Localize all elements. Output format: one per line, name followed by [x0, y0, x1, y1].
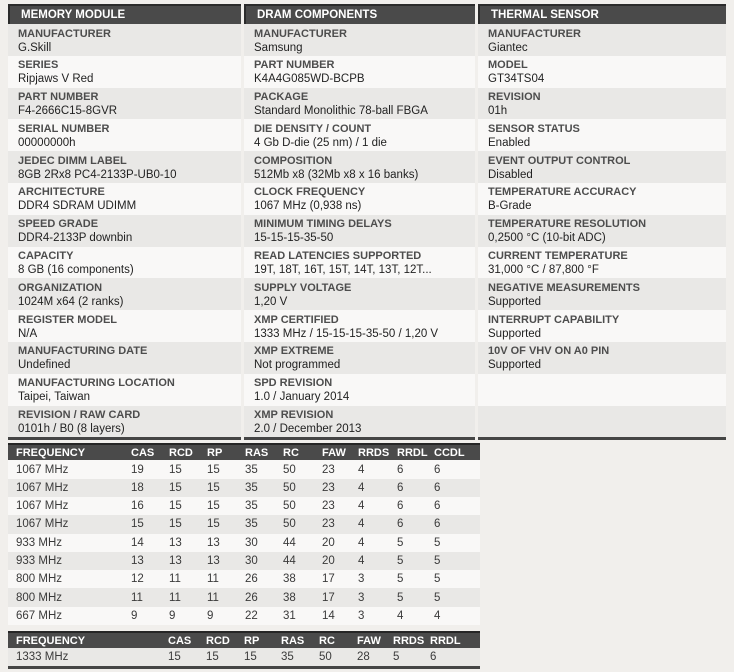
field-row [244, 183, 475, 215]
cell-rc: 50 [283, 463, 296, 476]
field-value: F4-2666C15-8GVR [18, 105, 118, 118]
panel-memory-module [8, 4, 241, 440]
field-value: Undefined [18, 359, 71, 372]
cell-frequency: 933 MHz [16, 554, 63, 567]
cell-rc: 50 [283, 518, 296, 531]
field-label: SPD REVISION [254, 377, 333, 390]
field-value: 2.0 / December 2013 [254, 423, 362, 436]
field-label: TEMPERATURE RESOLUTION [488, 218, 647, 231]
panel-bottom-border [8, 437, 241, 440]
cell-rcd: 11 [169, 573, 181, 586]
field-label: JEDEC DIMM LABEL [18, 154, 127, 167]
field-value: Samsung [254, 41, 303, 54]
field-value: Supported [488, 295, 542, 308]
field-row [244, 247, 475, 279]
cell-frequency: 1067 MHz [16, 500, 69, 513]
cell-rcd: 15 [169, 500, 182, 513]
cell-rp: 11 [207, 591, 219, 604]
cell-faw: 20 [322, 554, 335, 567]
field-value: Not programmed [254, 359, 341, 372]
table-row [8, 479, 480, 497]
cell-cas: 14 [131, 536, 144, 549]
cell-cas: 18 [131, 481, 144, 494]
field-row [478, 24, 726, 56]
column-header-cas: CAS [131, 446, 155, 459]
cell-rrds: 3 [358, 609, 365, 622]
cell-rrds: 3 [358, 591, 365, 604]
cell-faw: 23 [322, 463, 335, 476]
field-row [244, 88, 475, 120]
column-header-rrds: RRDS [358, 446, 390, 459]
field-value: N/A [18, 327, 38, 340]
field-label: PACKAGE [254, 91, 309, 104]
cell-rrdl: 6 [397, 463, 404, 476]
cell-ccdl: 6 [434, 463, 441, 476]
panel-title: MEMORY MODULE [21, 9, 126, 21]
field-row [478, 119, 726, 151]
cell-rrds: 4 [358, 518, 365, 531]
cell-ccdl: 5 [434, 554, 441, 567]
cell-rp: 9 [207, 609, 214, 622]
field-label: MANUFACTURING LOCATION [18, 377, 175, 390]
field-value: K4A4G085WD-BCPB [254, 73, 365, 86]
cell-ccdl: 6 [434, 481, 441, 494]
field-row [244, 342, 475, 374]
cell-frequency: 800 MHz [16, 573, 63, 586]
field-value: 1,20 V [254, 295, 288, 308]
field-value: Ripjaws V Red [18, 73, 94, 86]
panel-bottom-border [478, 437, 726, 440]
cell-ras: 35 [245, 500, 258, 513]
field-row [244, 310, 475, 342]
field-value: 15-15-15-35-50 [254, 232, 334, 245]
field-row [8, 215, 241, 247]
cell-rrdl: 4 [397, 609, 404, 622]
column-header-ras: RAS [281, 634, 305, 647]
field-label: REVISION / RAW CARD [18, 409, 141, 422]
info-panels [8, 4, 734, 440]
field-value: DDR4-2133P downbin [18, 232, 133, 245]
field-value: G.Skill [18, 41, 52, 54]
cell-rrds: 4 [358, 500, 365, 513]
field-value: Giantec [488, 41, 528, 54]
cell-ras: 30 [245, 554, 258, 567]
field-label: PART NUMBER [254, 59, 335, 72]
column-header-rrdl: RRDL [430, 634, 461, 647]
column-header-ras: RAS [245, 446, 269, 459]
field-label: COMPOSITION [254, 154, 333, 167]
field-value: 01h [488, 105, 508, 118]
field-value: 1024M x64 (2 ranks) [18, 295, 124, 308]
cell-cas: 16 [131, 500, 144, 513]
column-header-frequency: FREQUENCY [16, 446, 86, 459]
cell-rcd: 9 [169, 609, 176, 622]
field-label: MANUFACTURING DATE [18, 345, 148, 358]
column-header-rc: RC [319, 634, 335, 647]
cell-rrds: 4 [358, 463, 365, 476]
cell-ras: 30 [245, 536, 258, 549]
empty-row [478, 374, 726, 406]
cell-frequency: 1333 MHz [16, 651, 69, 664]
cell-faw: 23 [322, 500, 335, 513]
table-row [8, 552, 480, 570]
cell-ccdl: 5 [434, 591, 441, 604]
panel-header [478, 4, 726, 24]
cell-rc: 38 [283, 591, 296, 604]
table-header-row [8, 631, 480, 648]
cell-faw: 28 [357, 651, 370, 664]
cell-faw: 14 [322, 609, 335, 622]
cell-ras: 35 [245, 518, 258, 531]
timing-table-xmp-timings [8, 631, 480, 669]
cell-rcd: 15 [206, 651, 219, 664]
field-value: 8GB 2Rx8 PC4-2133P-UB0-10 [18, 168, 177, 181]
cell-rp: 15 [207, 518, 220, 531]
field-row [478, 215, 726, 247]
field-row [478, 183, 726, 215]
field-label: XMP EXTREME [254, 345, 334, 358]
field-label: MODEL [488, 59, 528, 72]
field-row [244, 278, 475, 310]
cell-rp: 15 [207, 481, 220, 494]
field-value: Disabled [488, 168, 533, 181]
column-header-rp: RP [244, 634, 260, 647]
field-row [244, 406, 475, 438]
cell-faw: 20 [322, 536, 335, 549]
field-row [8, 119, 241, 151]
panel-thermal-sensor [478, 4, 726, 440]
timing-tables [8, 443, 480, 669]
panel-header [8, 4, 241, 24]
cell-ccdl: 6 [434, 518, 441, 531]
table-row [8, 460, 480, 478]
field-label: EVENT OUTPUT CONTROL [488, 154, 631, 167]
field-row [478, 88, 726, 120]
cell-frequency: 1067 MHz [16, 518, 69, 531]
field-row [8, 183, 241, 215]
field-row [478, 56, 726, 88]
field-value: 0,2500 °C (10-bit ADC) [488, 232, 606, 245]
panel-bottom-border [244, 437, 475, 440]
cell-rcd: 13 [169, 554, 182, 567]
field-value: 8 GB (16 components) [18, 264, 134, 277]
cell-frequency: 1067 MHz [16, 481, 69, 494]
cell-rrds: 4 [358, 536, 365, 549]
field-row [8, 342, 241, 374]
table-body [8, 648, 480, 666]
field-row [244, 56, 475, 88]
cell-rc: 50 [283, 500, 296, 513]
table-row [8, 497, 480, 515]
field-value: 512Mb x8 (32Mb x8 x 16 banks) [254, 168, 419, 181]
column-header-cas: CAS [168, 634, 192, 647]
field-label: ORGANIZATION [18, 281, 103, 294]
field-row [8, 151, 241, 183]
field-row [244, 24, 475, 56]
field-value: 31,000 °C / 87,800 °F [488, 264, 599, 277]
table-row [8, 648, 480, 666]
cell-rp: 15 [207, 500, 220, 513]
field-row [8, 310, 241, 342]
table-row [8, 534, 480, 552]
cell-ras: 22 [245, 609, 258, 622]
table-row [8, 607, 480, 625]
panel-header [244, 4, 475, 24]
field-value: B-Grade [488, 200, 532, 213]
cell-ccdl: 4 [434, 609, 441, 622]
cell-rcd: 15 [169, 463, 182, 476]
cell-rcd: 11 [169, 591, 181, 604]
panel-fields [8, 24, 241, 437]
cell-rrdl: 5 [397, 591, 404, 604]
cell-rc: 31 [283, 609, 296, 622]
field-row [478, 342, 726, 374]
column-header-faw: FAW [322, 446, 346, 459]
cell-ras: 35 [245, 481, 258, 494]
field-value: 00000000h [18, 136, 76, 149]
cell-cas: 13 [131, 554, 144, 567]
field-label: 10V OF VHV ON A0 PIN [488, 345, 610, 358]
field-row [478, 151, 726, 183]
field-label: DIE DENSITY / COUNT [254, 122, 372, 135]
field-row [478, 278, 726, 310]
cell-faw: 23 [322, 518, 335, 531]
table-header-row [8, 443, 480, 460]
cell-rp: 15 [207, 463, 220, 476]
table-body [8, 460, 480, 625]
cell-cas: 9 [131, 609, 138, 622]
field-label: TEMPERATURE ACCURACY [488, 186, 637, 199]
cell-frequency: 933 MHz [16, 536, 63, 549]
field-label: MANUFACTURER [18, 27, 111, 40]
column-header-ccdl: CCDL [434, 446, 465, 459]
table-row [8, 515, 480, 533]
cell-rp: 13 [207, 554, 220, 567]
cell-rc: 50 [283, 481, 296, 494]
field-row [8, 406, 241, 438]
cell-rrdl: 6 [397, 518, 404, 531]
panel-fields [244, 24, 475, 437]
column-header-faw: FAW [357, 634, 381, 647]
cell-cas: 15 [131, 518, 144, 531]
field-label: SERIES [18, 59, 59, 72]
cell-ccdl: 5 [434, 573, 441, 586]
field-label: SPEED GRADE [18, 218, 99, 231]
cell-frequency: 667 MHz [16, 609, 63, 622]
field-label: MINIMUM TIMING DELAYS [254, 218, 392, 231]
table-bottom-border [8, 666, 480, 669]
cell-ras: 26 [245, 591, 258, 604]
field-row [8, 247, 241, 279]
cell-frequency: 1067 MHz [16, 463, 69, 476]
cell-rcd: 13 [169, 536, 182, 549]
field-row [8, 56, 241, 88]
field-label: SERIAL NUMBER [18, 122, 110, 135]
cell-rrdl: 6 [397, 481, 404, 494]
field-label: NEGATIVE MEASUREMENTS [488, 281, 640, 294]
field-value: 19T, 18T, 16T, 15T, 14T, 13T, 12T... [254, 264, 432, 277]
field-value: 4 Gb D-die (25 nm) / 1 die [254, 136, 387, 149]
cell-frequency: 800 MHz [16, 591, 63, 604]
field-label: SENSOR STATUS [488, 122, 580, 135]
table-row [8, 570, 480, 588]
field-value: 1.0 / January 2014 [254, 391, 350, 404]
field-value: Enabled [488, 136, 531, 149]
cell-cas: 19 [131, 463, 144, 476]
field-label: PART NUMBER [18, 91, 99, 104]
cell-rc: 50 [319, 651, 332, 664]
field-value: Supported [488, 327, 542, 340]
cell-cas: 11 [131, 591, 143, 604]
cell-rrdl: 6 [430, 651, 437, 664]
field-value: Supported [488, 359, 542, 372]
cell-cas: 12 [131, 573, 144, 586]
field-label: INTERRUPT CAPABILITY [488, 313, 620, 326]
cell-faw: 17 [322, 573, 335, 586]
column-header-rrdl: RRDL [397, 446, 428, 459]
cell-rc: 44 [283, 536, 296, 549]
panel-dram-components [244, 4, 475, 440]
column-header-rcd: RCD [169, 446, 193, 459]
field-row [8, 24, 241, 56]
column-header-rc: RC [283, 446, 299, 459]
field-label: CURRENT TEMPERATURE [488, 250, 628, 263]
cell-rp: 13 [207, 536, 220, 549]
field-label: REGISTER MODEL [18, 313, 118, 326]
field-value: Taipei, Taiwan [18, 391, 91, 404]
column-header-frequency: FREQUENCY [16, 634, 86, 647]
cell-rrds: 4 [358, 481, 365, 494]
cell-rrds: 3 [358, 573, 365, 586]
column-header-rcd: RCD [206, 634, 230, 647]
field-label: XMP REVISION [254, 409, 334, 422]
field-label: CAPACITY [18, 250, 74, 263]
field-label: REVISION [488, 91, 541, 104]
cell-rrdl: 5 [397, 573, 404, 586]
field-value: 1333 MHz / 15-15-15-35-50 / 1,20 V [254, 327, 439, 340]
field-row [244, 215, 475, 247]
cell-rc: 38 [283, 573, 296, 586]
cell-rcd: 15 [169, 481, 182, 494]
field-row [8, 374, 241, 406]
cell-rp: 11 [207, 573, 219, 586]
field-row [8, 88, 241, 120]
field-row [478, 247, 726, 279]
field-value: Standard Monolithic 78-ball FBGA [254, 105, 428, 118]
cell-rrdl: 5 [397, 554, 404, 567]
cell-faw: 17 [322, 591, 335, 604]
field-label: MANUFACTURER [254, 27, 347, 40]
cell-rrdl: 5 [397, 536, 404, 549]
cell-faw: 23 [322, 481, 335, 494]
cell-rp: 15 [244, 651, 257, 664]
panel-title: THERMAL SENSOR [491, 9, 599, 21]
field-label: MANUFACTURER [488, 27, 581, 40]
cell-ras: 35 [245, 463, 258, 476]
cell-ras: 26 [245, 573, 258, 586]
field-row [244, 151, 475, 183]
cell-ras: 35 [281, 651, 294, 664]
cell-rcd: 15 [169, 518, 182, 531]
field-label: READ LATENCIES SUPPORTED [254, 250, 422, 263]
field-row [8, 278, 241, 310]
field-row [244, 119, 475, 151]
panel-title: DRAM COMPONENTS [257, 9, 378, 21]
field-value: DDR4 SDRAM UDIMM [18, 200, 137, 213]
field-value: GT34TS04 [488, 73, 545, 86]
panel-fields [478, 24, 726, 437]
column-header-rp: RP [207, 446, 223, 459]
field-label: ARCHITECTURE [18, 186, 105, 199]
column-header-rrds: RRDS [393, 634, 425, 647]
timing-table-jedec-timings [8, 443, 480, 625]
empty-row [478, 406, 726, 438]
field-label: CLOCK FREQUENCY [254, 186, 366, 199]
cell-ccdl: 5 [434, 536, 441, 549]
cell-rc: 44 [283, 554, 296, 567]
field-row [478, 310, 726, 342]
field-label: SUPPLY VOLTAGE [254, 281, 352, 294]
field-row [244, 374, 475, 406]
cell-rrds: 4 [358, 554, 365, 567]
cell-ccdl: 6 [434, 500, 441, 513]
field-label: XMP CERTIFIED [254, 313, 339, 326]
field-value: 0101h / B0 (8 layers) [18, 423, 125, 436]
cell-cas: 15 [168, 651, 181, 664]
field-value: 1067 MHz (0,938 ns) [254, 200, 362, 213]
cell-rrdl: 6 [397, 500, 404, 513]
cell-rrds: 5 [393, 651, 400, 664]
table-row [8, 588, 480, 606]
